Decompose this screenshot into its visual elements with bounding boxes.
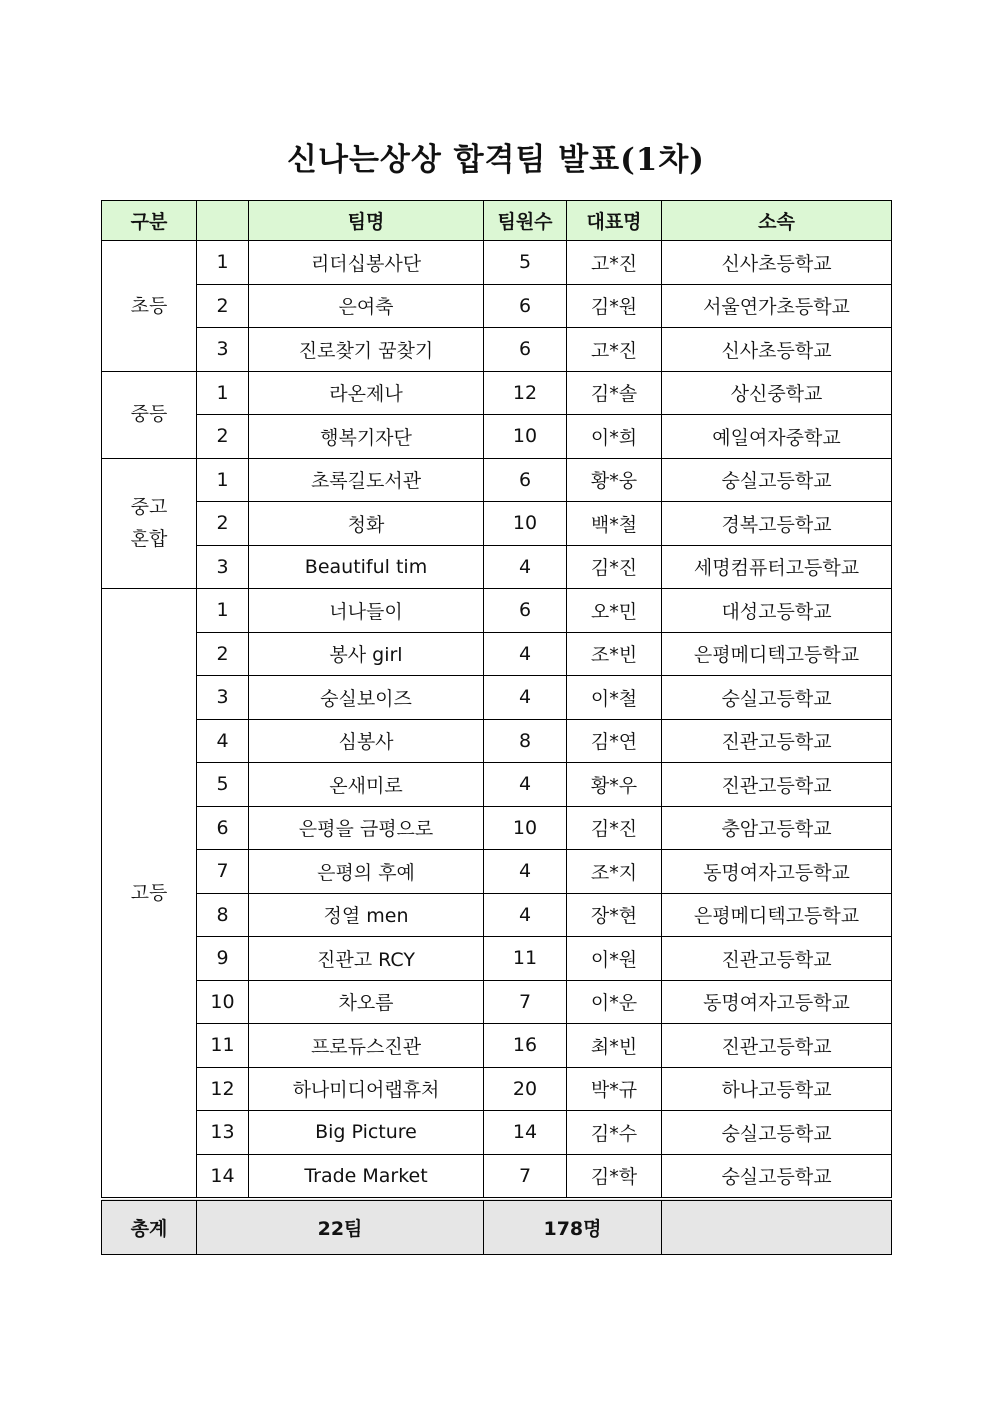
table-row: [102, 676, 892, 720]
leader-cell: 최*빈: [567, 1024, 662, 1068]
member-count-cell: 4: [484, 893, 567, 937]
team-name-cell: 심봉사: [249, 719, 484, 763]
total-school: [662, 1199, 892, 1255]
member-count-cell: 6: [484, 328, 567, 372]
leader-cell: 김*학: [567, 1154, 662, 1199]
table-row: [102, 719, 892, 763]
total-row: [102, 1199, 892, 1255]
team-name-cell: 차오름: [249, 980, 484, 1024]
header-team: 팀명: [249, 201, 484, 241]
leader-cell: 장*현: [567, 893, 662, 937]
table-row: [102, 458, 892, 502]
table-row: [102, 371, 892, 415]
member-count-cell: 4: [484, 763, 567, 807]
school-cell: 숭실고등학교: [662, 458, 892, 502]
table-row: [102, 937, 892, 981]
member-count-cell: 11: [484, 937, 567, 981]
category-cell: 중등: [102, 371, 197, 458]
team-name-cell: 은평의 후예: [249, 850, 484, 894]
leader-cell: 김*연: [567, 719, 662, 763]
member-count-cell: 5: [484, 241, 567, 285]
school-cell: 진관고등학교: [662, 937, 892, 981]
row-number-cell: 13: [197, 1111, 249, 1155]
school-cell: 은평메디텍고등학교: [662, 893, 892, 937]
team-name-cell: 정열 men: [249, 893, 484, 937]
school-cell: 동명여자고등학교: [662, 850, 892, 894]
team-name-cell: Big Picture: [249, 1111, 484, 1155]
table-body: [102, 241, 892, 1200]
team-name-cell: 하나미디어랩휴처: [249, 1067, 484, 1111]
leader-cell: 조*지: [567, 850, 662, 894]
total-label: 총계: [102, 1199, 197, 1255]
table-row: [102, 328, 892, 372]
table-row: [102, 763, 892, 807]
school-cell: 예일여자중학교: [662, 415, 892, 459]
leader-cell: 이*철: [567, 676, 662, 720]
header-leader: 대표명: [567, 201, 662, 241]
row-number-cell: 3: [197, 676, 249, 720]
row-number-cell: 14: [197, 1154, 249, 1199]
leader-cell: 조*빈: [567, 632, 662, 676]
leader-cell: 고*진: [567, 328, 662, 372]
school-cell: 대성고등학교: [662, 589, 892, 633]
row-number-cell: 4: [197, 719, 249, 763]
category-cell: 고등: [102, 589, 197, 1200]
team-name-cell: 행복기자단: [249, 415, 484, 459]
header-school: 소속: [662, 201, 892, 241]
row-number-cell: 1: [197, 589, 249, 633]
school-cell: 진관고등학교: [662, 1024, 892, 1068]
school-cell: 은평메디텍고등학교: [662, 632, 892, 676]
leader-cell: 백*철: [567, 502, 662, 546]
category-cell: 중고 혼합: [102, 458, 197, 589]
leader-cell: 김*원: [567, 284, 662, 328]
table-row: [102, 241, 892, 285]
leader-cell: 오*민: [567, 589, 662, 633]
member-count-cell: 10: [484, 806, 567, 850]
category-cell: 초등: [102, 241, 197, 372]
total-members: 178명: [484, 1199, 662, 1255]
member-count-cell: 6: [484, 284, 567, 328]
member-count-cell: 20: [484, 1067, 567, 1111]
member-count-cell: 6: [484, 589, 567, 633]
leader-cell: 김*진: [567, 806, 662, 850]
leader-cell: 김*수: [567, 1111, 662, 1155]
school-cell: 진관고등학교: [662, 763, 892, 807]
team-name-cell: 초록길도서관: [249, 458, 484, 502]
team-name-cell: 라온제나: [249, 371, 484, 415]
school-cell: 세명컴퓨터고등학교: [662, 545, 892, 589]
table-row: [102, 1111, 892, 1155]
member-count-cell: 4: [484, 545, 567, 589]
row-number-cell: 7: [197, 850, 249, 894]
team-name-cell: Trade Market: [249, 1154, 484, 1199]
member-count-cell: 12: [484, 371, 567, 415]
table-row: [102, 893, 892, 937]
member-count-cell: 4: [484, 850, 567, 894]
school-cell: 경복고등학교: [662, 502, 892, 546]
leader-cell: 이*원: [567, 937, 662, 981]
member-count-cell: 4: [484, 676, 567, 720]
member-count-cell: 10: [484, 502, 567, 546]
team-name-cell: 진로찾기 꿈찾기: [249, 328, 484, 372]
team-name-cell: 온새미로: [249, 763, 484, 807]
total-teams: 22팀: [197, 1199, 484, 1255]
member-count-cell: 7: [484, 1154, 567, 1199]
leader-cell: 김*솔: [567, 371, 662, 415]
school-cell: 상신중학교: [662, 371, 892, 415]
team-name-cell: 리더십봉사단: [249, 241, 484, 285]
row-number-cell: 6: [197, 806, 249, 850]
table-row: [102, 284, 892, 328]
table-row: [102, 545, 892, 589]
school-cell: 숭실고등학교: [662, 1111, 892, 1155]
row-number-cell: 2: [197, 415, 249, 459]
school-cell: 숭실고등학교: [662, 1154, 892, 1199]
table-row: [102, 1154, 892, 1199]
row-number-cell: 12: [197, 1067, 249, 1111]
school-cell: 신사초등학교: [662, 241, 892, 285]
header-row: [102, 201, 892, 241]
table-row: [102, 415, 892, 459]
table-row: [102, 502, 892, 546]
leader-cell: 황*웅: [567, 458, 662, 502]
member-count-cell: 10: [484, 415, 567, 459]
header-category: 구분: [102, 201, 197, 241]
row-number-cell: 1: [197, 371, 249, 415]
header-members: 팀원수: [484, 201, 567, 241]
member-count-cell: 8: [484, 719, 567, 763]
leader-cell: 김*진: [567, 545, 662, 589]
team-name-cell: 청화: [249, 502, 484, 546]
row-number-cell: 2: [197, 502, 249, 546]
header-no: [197, 201, 249, 241]
row-number-cell: 11: [197, 1024, 249, 1068]
table-row: [102, 632, 892, 676]
leader-cell: 박*규: [567, 1067, 662, 1111]
team-name-cell: 은여축: [249, 284, 484, 328]
leader-cell: 고*진: [567, 241, 662, 285]
row-number-cell: 8: [197, 893, 249, 937]
row-number-cell: 3: [197, 545, 249, 589]
member-count-cell: 4: [484, 632, 567, 676]
member-count-cell: 14: [484, 1111, 567, 1155]
team-name-cell: 진관고 RCY: [249, 937, 484, 981]
page-title: 신나는상상 합격팀 발표(1차): [287, 142, 705, 178]
school-cell: 숭실고등학교: [662, 676, 892, 720]
row-number-cell: 1: [197, 241, 249, 285]
school-cell: 서울연가초등학교: [662, 284, 892, 328]
member-count-cell: 7: [484, 980, 567, 1024]
table-row: [102, 980, 892, 1024]
school-cell: 진관고등학교: [662, 719, 892, 763]
team-name-cell: 너나들이: [249, 589, 484, 633]
school-cell: 충암고등학교: [662, 806, 892, 850]
row-number-cell: 9: [197, 937, 249, 981]
team-name-cell: 봉사 girl: [249, 632, 484, 676]
table-row: [102, 850, 892, 894]
row-number-cell: 10: [197, 980, 249, 1024]
leader-cell: 이*희: [567, 415, 662, 459]
table-row: [102, 1067, 892, 1111]
team-name-cell: Beautiful tim: [249, 545, 484, 589]
table-row: [102, 1024, 892, 1068]
row-number-cell: 2: [197, 284, 249, 328]
row-number-cell: 5: [197, 763, 249, 807]
table-row: [102, 589, 892, 633]
row-number-cell: 1: [197, 458, 249, 502]
team-name-cell: 프로듀스진관: [249, 1024, 484, 1068]
member-count-cell: 6: [484, 458, 567, 502]
results-table: [101, 200, 892, 1255]
team-name-cell: 은평을 금평으로: [249, 806, 484, 850]
member-count-cell: 16: [484, 1024, 567, 1068]
school-cell: 동명여자고등학교: [662, 980, 892, 1024]
school-cell: 하나고등학교: [662, 1067, 892, 1111]
table-row: [102, 806, 892, 850]
school-cell: 신사초등학교: [662, 328, 892, 372]
leader-cell: 이*운: [567, 980, 662, 1024]
row-number-cell: 3: [197, 328, 249, 372]
leader-cell: 황*우: [567, 763, 662, 807]
team-name-cell: 숭실보이즈: [249, 676, 484, 720]
row-number-cell: 2: [197, 632, 249, 676]
